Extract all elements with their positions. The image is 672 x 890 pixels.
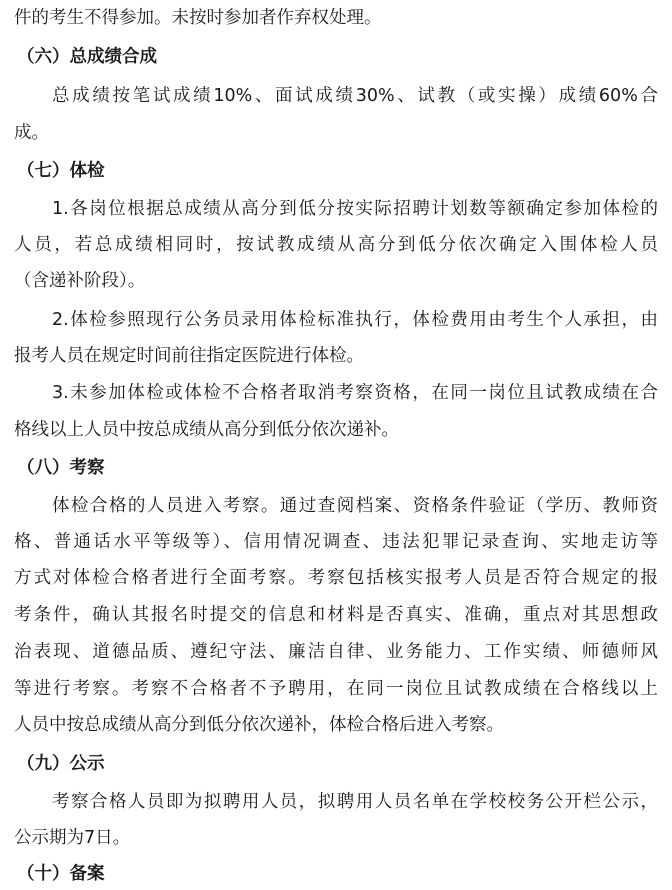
section-8-line: 体检合格的人员进入考察。通过查阅档案、资格条件验证（学历、教师资	[52, 496, 658, 516]
section-8-line: 治表现、道德品质、遵纪守法、廉洁自律、业务能力、工作实绩、师德师风	[14, 642, 658, 662]
section-7-line: 3.未参加体检或体检不合格者取消考察资格，在同一岗位且试教成绩在合	[52, 383, 658, 403]
section-9-line: 考察合格人员即为拟聘用人员，拟聘用人员名单在学校校务公开栏公示，	[52, 792, 658, 812]
section-8-line: 方式对体检合格者进行全面考察。考察包括核实报考人员是否符合规定的报	[14, 568, 658, 588]
section-9-line: 公示期为7日。	[14, 828, 131, 848]
section-7-heading: （七）体检	[17, 161, 105, 181]
section-9-heading: （九）公示	[17, 754, 105, 774]
section-7-line: 格线以上人员中按总成绩从高分到低分依次递补。	[14, 420, 399, 440]
section-8-heading: （八）考察	[17, 458, 105, 478]
section-7-line: 报考人员在规定时间前往指定医院进行体检。	[14, 346, 364, 366]
section-6-heading: （六）总成绩合成	[17, 47, 157, 67]
section-8-line: 考条件，确认其报名时提交的信息和材料是否真实、准确，重点对其思想政	[14, 605, 658, 625]
section-7-line: （含递补阶段）。	[14, 271, 146, 291]
section-8-line: 人员中按总成绩从高分到低分依次递补，体检合格后进入考察。	[14, 715, 504, 735]
intro-line: 件的考生不得参加。未按时参加者作弃权处理。	[14, 8, 382, 28]
section-7-line: 1.各岗位根据总成绩从高分到低分按实际招聘计划数等额确定参加体检的	[52, 199, 658, 219]
section-7-line: 2.体检参照现行公务员录用体检标准执行，体检费用由考生个人承担，由	[52, 310, 658, 330]
section-6-line: 总成绩按笔试成绩10%、面试成绩30%、试教（或实操）成绩60%合	[52, 86, 658, 106]
section-8-line: 格、普通话水平等级等）、信用情况调查、违法犯罪记录查询、实地走访等	[14, 532, 658, 552]
section-7-line: 人员，若总成绩相同时，按试教成绩从高分到低分依次确定入围体检人员	[14, 235, 658, 255]
section-8-line: 等进行考察。考察不合格者不予聘用，在同一岗位且试教成绩在合格线以上	[14, 679, 658, 699]
section-10-heading: （十）备案	[17, 864, 105, 884]
section-6-line: 成。	[14, 123, 49, 143]
